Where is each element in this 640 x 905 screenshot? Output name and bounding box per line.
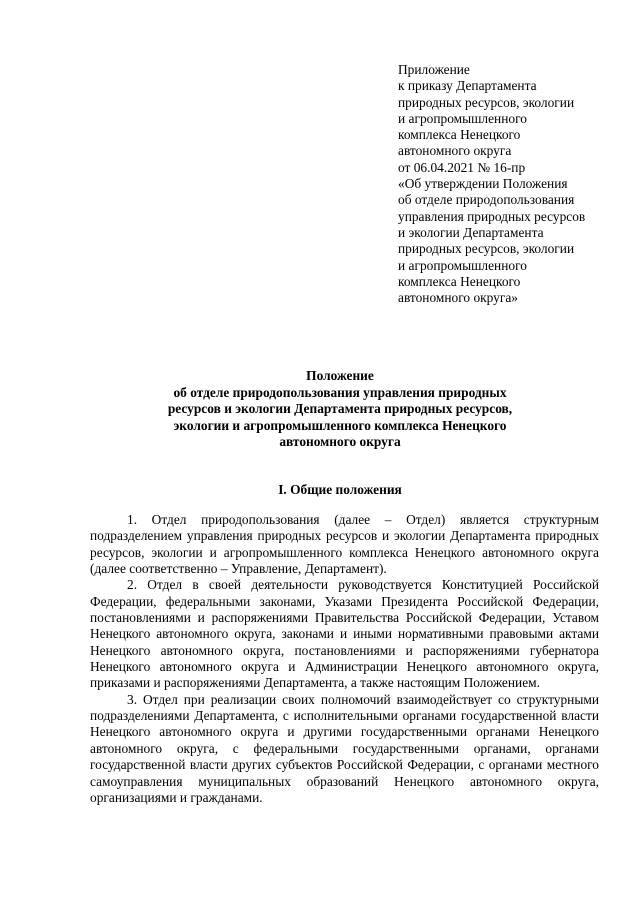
appendix-line: к приказу Департамента <box>398 78 537 94</box>
appendix-line: и экологии Департамента <box>398 224 544 240</box>
title-line: автономного округа <box>279 434 401 450</box>
document-title <box>120 368 560 451</box>
paragraph-2: 2. Отдел в своей деятельности руководствуется Конституцией Российской Федерации, федеральными законами, Указами Президента Российской Федерации, постановлениями и распоряжениями Правительства Российской Федерации, Уставом Ненецкого автономного округа, законами и иными нормативными правовыми актами Ненецкого автономного округа, постановлениями и распоряжениями губернатора Ненецкого автономного округа и Администрации Ненецкого автономного округа, приказами и распоряжениями Департамента, а также настоящим Положением. <box>90 577 599 691</box>
appendix-line: комплекса Ненецкого <box>398 273 521 289</box>
appendix-line: Приложение <box>398 62 470 77</box>
appendix-line: и агропромышленного <box>398 257 527 273</box>
title-line: ресурсов и экологии Департамента природных ресурсов, <box>167 401 513 417</box>
appendix-line: об отделе природопользования <box>398 192 575 208</box>
title-line: экологии и агропромышленного комплекса Ненецкого <box>173 417 507 433</box>
appendix-line: автономного округа <box>398 143 512 159</box>
paragraph-1: 1. Отдел природопользования (далее – Отдел) является структурным подразделением управления природных ресурсов и экологии Департамента природных ресурсов, экологии и агропромышленного комплекса Ненецкого автономного округа (далее соответственно – Управление, Департамент). <box>90 512 599 577</box>
title-line: об отделе природопользования управления природных <box>173 384 507 400</box>
appendix-line: автономного округа» <box>398 290 518 306</box>
appendix-block <box>398 62 623 306</box>
appendix-line: комплекса Ненецкого <box>398 127 521 143</box>
appendix-line: от 06.04.2021 № 16-пр <box>398 159 526 175</box>
document-body <box>90 512 599 806</box>
appendix-line: «Об утверждении Положения <box>398 176 568 192</box>
appendix-line: и агропромышленного <box>398 110 527 126</box>
appendix-line: природных ресурсов, экологии <box>398 241 575 257</box>
appendix-line: природных ресурсов, экологии <box>398 94 575 110</box>
section-heading: I. Общие положения <box>278 482 402 497</box>
paragraph-3: 3. Отдел при реализации своих полномочий взаимодействует со структурными подразделениями Департамента, с исполнительными органами государственной власти Ненецкого автономного округа и другими государственными органами Ненецкого автономного округа, с федеральными государственными органами, органами государственной власти других субъектов Российской Федерации, с органами местного самоуправления муниципальных образований Ненецкого автономного округа, организациями и гражданами. <box>90 691 599 805</box>
title-line: Положение <box>306 368 374 383</box>
appendix-line: управления природных ресурсов <box>398 208 586 224</box>
